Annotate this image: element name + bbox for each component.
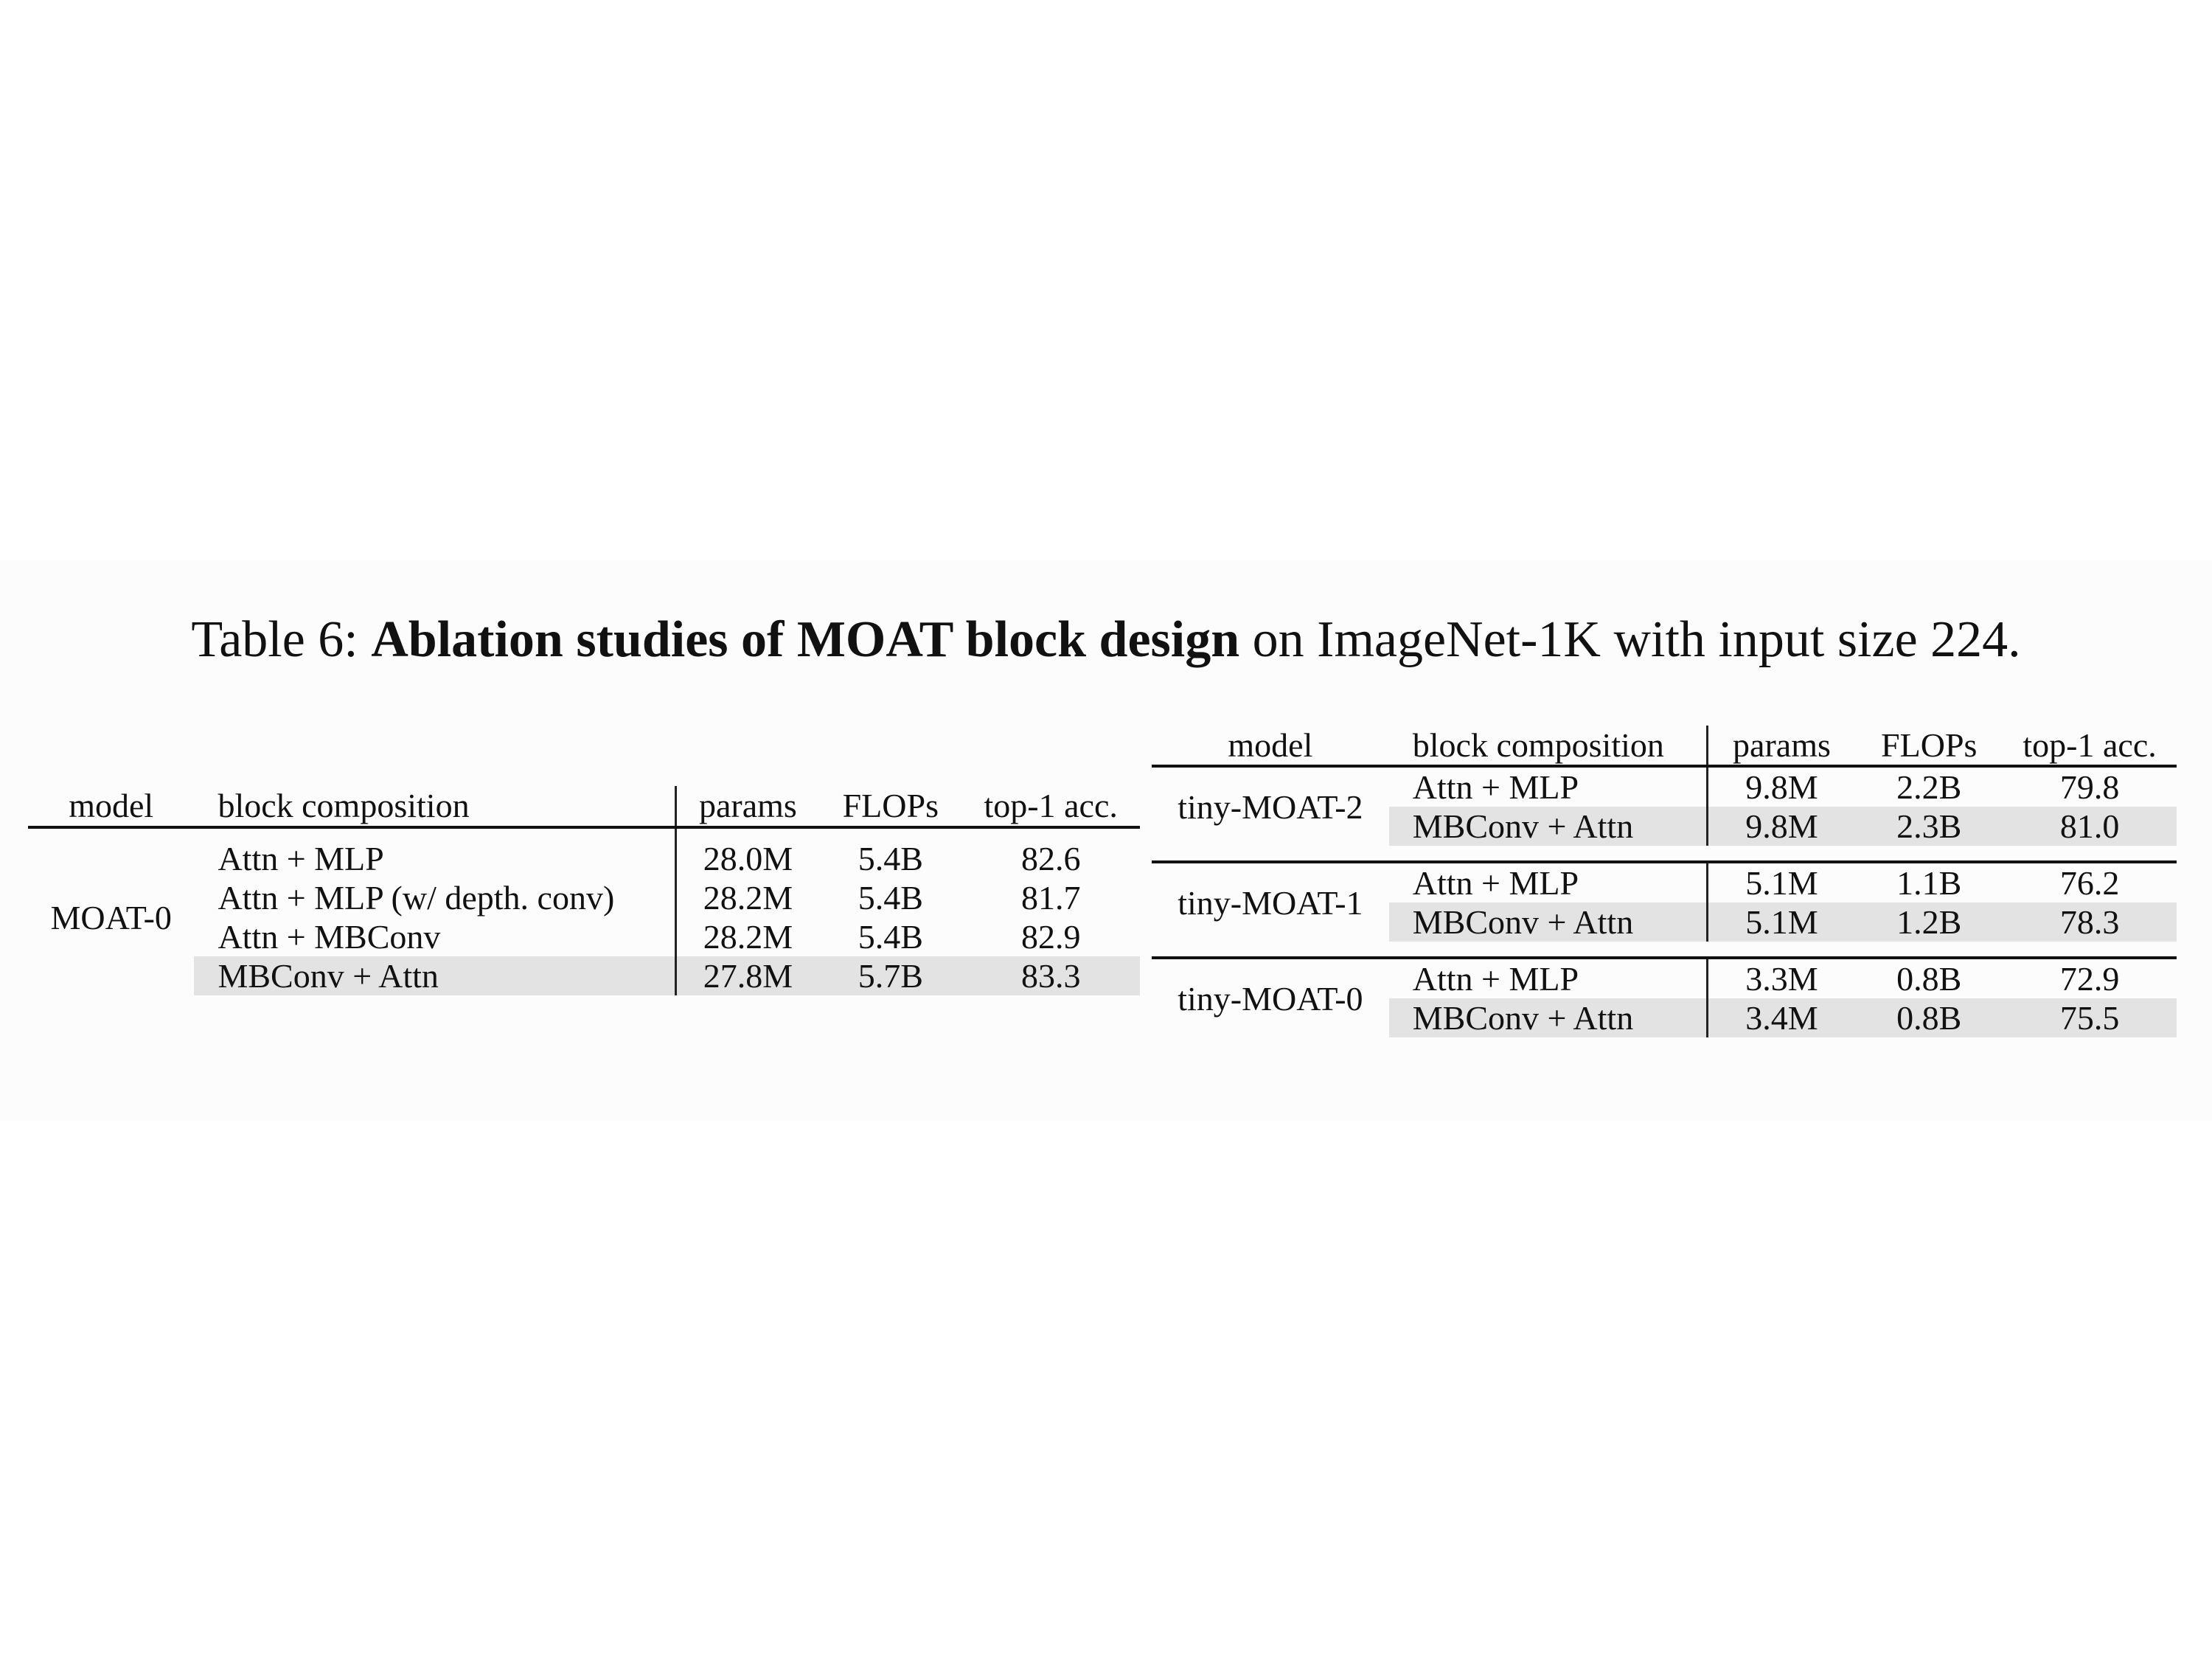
- table-row: [28, 827, 1140, 878]
- block-composition-cell: MBConv + Attn: [1389, 998, 1707, 1037]
- model-cell: MOAT-0: [50, 898, 172, 936]
- accuracy-cell: 83.3: [961, 956, 1140, 995]
- tiny-moat-ablation-table: [1152, 726, 2177, 1037]
- header-model: model: [28, 786, 194, 827]
- block-composition-cell: Attn + MBConv: [194, 917, 675, 956]
- block-composition-cell: MBConv + Attn: [1389, 807, 1707, 846]
- params-cell: 9.8M: [1707, 807, 1855, 846]
- accuracy-cell: 72.9: [2003, 958, 2177, 998]
- model-cell: tiny-MOAT-0: [1152, 958, 1389, 1037]
- block-composition-cell: Attn + MLP: [1389, 958, 1707, 998]
- flops-cell: 2.2B: [1896, 768, 1962, 806]
- accuracy-cell: 76.2: [2003, 862, 2177, 902]
- params-cell: 3.3M: [1707, 958, 1855, 998]
- header-model: model: [1152, 726, 1389, 766]
- flops-cell: 2.3B: [1855, 807, 2003, 846]
- table-row: [28, 878, 1140, 917]
- accuracy-cell: 81.7: [1020, 879, 1081, 917]
- block-composition-cell: MBConv + Attn: [1389, 902, 1707, 942]
- accuracy-cell: 82.9: [1020, 918, 1081, 956]
- params-cell: 3.4M: [1707, 998, 1855, 1037]
- flops-cell: 1.2B: [1855, 902, 2003, 942]
- flops-cell: 5.7B: [819, 956, 961, 995]
- table-caption: [0, 609, 2212, 671]
- accuracy-cell: 75.5: [2003, 998, 2177, 1037]
- header-top1-acc: top-1 acc.: [2003, 726, 2177, 766]
- params-cell: 5.1M: [1707, 862, 1855, 902]
- header-top1-acc: top-1 acc.: [961, 786, 1140, 827]
- header-block-composition: block composition: [1389, 726, 1707, 766]
- params-cell: 28.2M: [703, 879, 793, 917]
- params-cell: 27.8M: [675, 956, 819, 995]
- caption-bold: Ablation studies of MOAT block design: [371, 611, 1240, 668]
- group-spacer: [1152, 846, 2177, 862]
- header-params: params: [1707, 726, 1855, 766]
- accuracy-cell: 78.3: [2003, 902, 2177, 942]
- header-flops: FLOPs: [1855, 726, 2003, 766]
- caption-prefix: Table 6:: [191, 611, 372, 668]
- table-row: [28, 917, 1140, 956]
- params-cell: 28.2M: [703, 918, 793, 956]
- flops-cell: 0.8B: [1855, 958, 2003, 998]
- table-header-row: [28, 786, 1140, 827]
- table-row: [1152, 958, 2177, 998]
- block-composition-cell: Attn + MLP: [194, 827, 675, 878]
- flops-cell: 5.4B: [858, 879, 923, 917]
- model-cell: tiny-MOAT-2: [1178, 787, 1363, 826]
- header-params: params: [675, 786, 819, 827]
- params-cell: 28.0M: [703, 840, 793, 877]
- caption-suffix: on ImageNet-1K with input size 224.: [1239, 611, 2021, 668]
- header-block-composition: block composition: [194, 786, 675, 827]
- block-composition-cell: MBConv + Attn: [194, 956, 675, 995]
- group-spacer: [1152, 942, 2177, 958]
- model-cell: tiny-MOAT-1: [1152, 862, 1389, 942]
- flops-cell: 5.4B: [858, 918, 923, 956]
- accuracy-cell: 81.0: [2003, 807, 2177, 846]
- header-flops: FLOPs: [819, 786, 961, 827]
- table-row: [1152, 862, 2177, 902]
- accuracy-cell: 79.8: [2059, 768, 2120, 806]
- moat0-ablation-table: [28, 786, 1140, 995]
- highlighted-table-row: [28, 956, 1140, 995]
- flops-cell: 0.8B: [1855, 998, 2003, 1037]
- accuracy-cell: 82.6: [1020, 840, 1081, 877]
- block-composition-cell: Attn + MLP (w/ depth. conv): [194, 878, 675, 917]
- block-composition-cell: Attn + MLP: [1389, 766, 1707, 807]
- block-composition-cell: Attn + MLP: [1389, 862, 1707, 902]
- params-cell: 5.1M: [1707, 902, 1855, 942]
- flops-cell: 1.1B: [1855, 862, 2003, 902]
- flops-cell: 5.4B: [858, 840, 923, 877]
- params-cell: 9.8M: [1745, 768, 1818, 806]
- table-header-row: [1152, 726, 2177, 766]
- table-row: [1152, 766, 2177, 807]
